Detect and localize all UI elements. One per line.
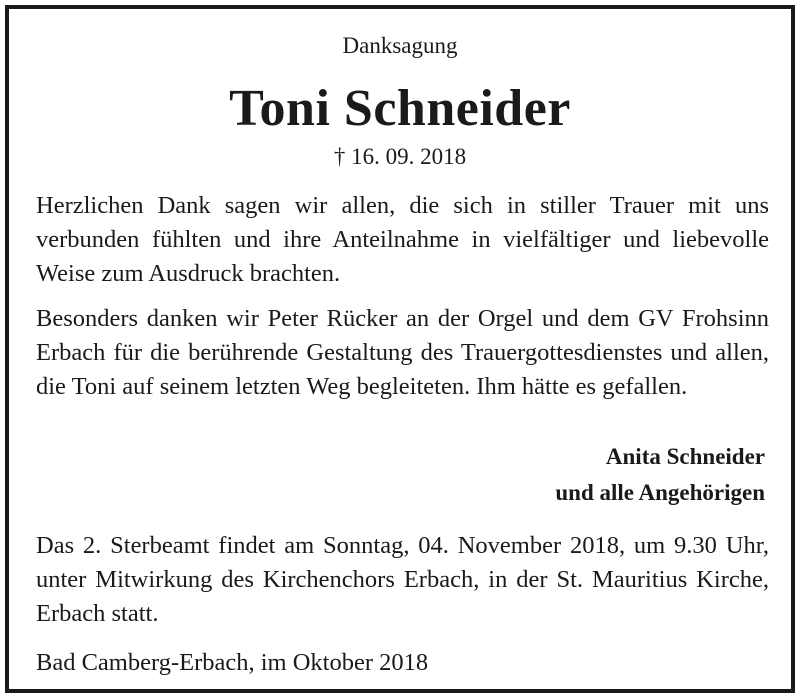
notice-heading: Danksagung: [342, 33, 458, 58]
signature-line-secondary: und alle Angehörigen: [555, 480, 765, 505]
obituary-notice: [5, 5, 795, 693]
thanks-paragraph: Herzlichen Dank sagen wir allen, die sich in stiller Trauer mit uns verbunden fühlten und ihre Anteilnahme in vielfältiger und liebevolle Weise zum Ausdruck brachten.: [36, 192, 769, 287]
deceased-name: Toni Schneider: [229, 80, 571, 137]
memorial-service-paragraph: Das 2. Sterbeamt findet am Sonntag, 04. November 2018, um 9.30 Uhr, unter Mitwirkung des Kirchenchors Erbach, in der St. Mauritius Kirche, Erbach statt.: [36, 532, 769, 627]
place-and-date: Bad Camberg-Erbach, im Oktober 2018: [36, 649, 429, 676]
signature-line-primary: Anita Schneider: [605, 444, 765, 469]
special-thanks-paragraph: Besonders danken wir Peter Rücker an der Orgel und dem GV Frohsinn Erbach für die berührende Gestaltung des Trauergottesdienstes und allen, die Toni auf seinem letzten Weg begleiteten. Ihm hätte es gefallen.: [36, 305, 769, 400]
date-of-death: † 16. 09. 2018: [333, 144, 467, 169]
signature-block: [555, 439, 765, 511]
